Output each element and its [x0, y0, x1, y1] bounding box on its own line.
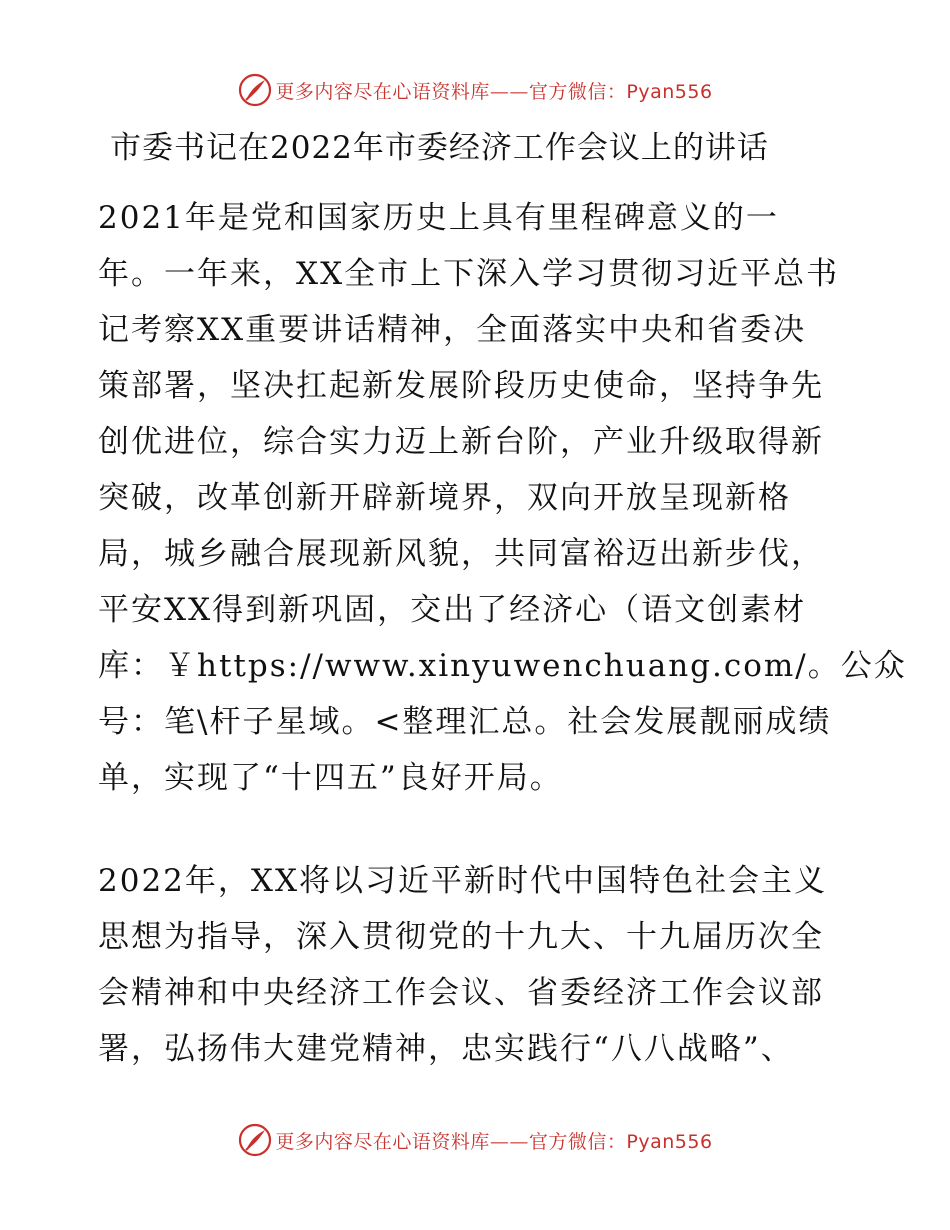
- watermark-contact: 官方微信：Pyan556: [528, 1130, 713, 1153]
- text-line: 号：笔\杆子星域。<整理汇总。社会发展靓丽成绩: [98, 704, 832, 740]
- text-line: 策部署，坚决扛起新发展阶段历史使命，坚持争先: [98, 368, 824, 404]
- text-line: 2022年，XX将以习近平新时代中国特色社会主义: [98, 863, 828, 899]
- text-line: 突破，改革创新开辟新境界，双向开放呈现新格: [98, 480, 791, 516]
- text-line: 年。一年来，XX全市上下深入学习贯彻习近平总书: [98, 256, 840, 292]
- text-line: 会精神和中央经济工作会议、省委经济工作会议部: [98, 975, 824, 1011]
- watermark-text: [275, 77, 712, 104]
- watermark-text: [275, 1127, 712, 1154]
- text-line: 署，弘扬伟大建党精神，忠实践行“八八战略”、: [98, 1031, 794, 1067]
- paragraph-2: [98, 853, 850, 1077]
- paragraph-1: [98, 190, 907, 806]
- text-line: 平安XX得到新巩固，交出了经济心（语文创素材: [98, 592, 807, 628]
- document-title: 市委书记在2022年市委经济工作会议上的讲话: [110, 130, 769, 166]
- text-line: 2021年是党和国家历史上具有里程碑意义的一: [98, 200, 779, 236]
- footer-watermark: [0, 1118, 950, 1162]
- watermark-dash: ——: [489, 80, 529, 103]
- text-line: 记考察XX重要讲话精神，全面落实中央和省委决: [98, 312, 807, 348]
- watermark-contact: 官方微信：Pyan556: [528, 80, 713, 103]
- text-line: 思想为指导，深入贯彻党的十九大、十九届历次全: [98, 919, 824, 955]
- watermark-label: 更多内容尽在心语资料库: [275, 80, 490, 103]
- text-line: 单，实现了“十四五”良好开局。: [98, 760, 563, 796]
- text-line: 创优进位，综合实力迈上新台阶，产业升级取得新: [98, 424, 824, 460]
- text-line: 局，城乡融合展现新风貌，共同富裕迈出新步伐，: [98, 536, 824, 572]
- text-line: 库：￥https://www.xinyuwenchuang.com/。公众: [98, 648, 907, 684]
- watermark-dash: ——: [489, 1130, 529, 1153]
- watermark-label: 更多内容尽在心语资料库: [275, 1130, 490, 1153]
- quill-logo-icon: [237, 72, 273, 108]
- quill-logo-icon: [237, 1122, 273, 1158]
- header-watermark: [0, 68, 950, 112]
